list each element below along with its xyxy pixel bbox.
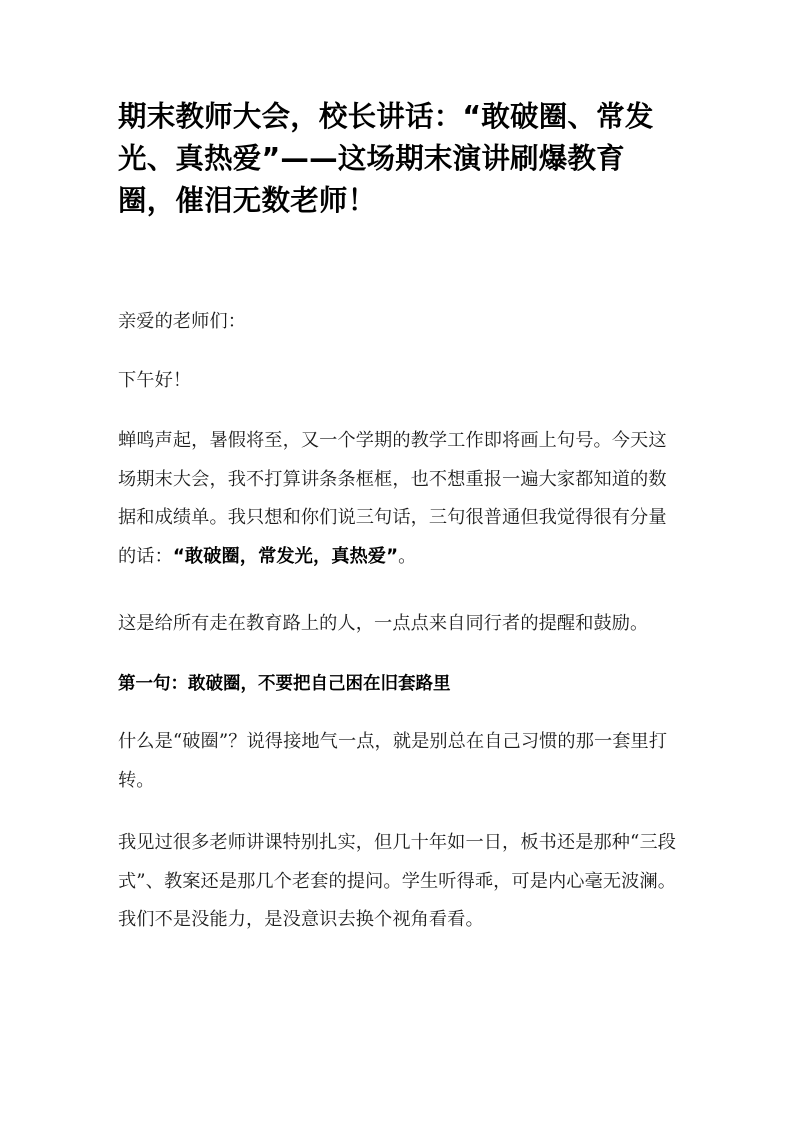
what-is-break-paragraph: 什么是“破圈”？说得接地气一点，就是别总在自己习惯的那一套里打转。	[118, 731, 668, 791]
document-title: 期末教师大会，校长讲话：“敢破圈、常发光、真热爱”——这场期末演讲刷爆教育圈，催泪无数老师！	[118, 100, 654, 217]
salutation-paragraph: 亲爱的老师们：	[118, 311, 247, 332]
dedication-paragraph: 这是给所有走在教育路上的人，一点点来自同行者的提醒和鼓励。	[118, 613, 649, 634]
three-sentences-highlight: “敢破圈，常发光，真热爱”	[172, 545, 399, 567]
section-heading: 第一句：敢破圈，不要把自己困在旧套路里	[118, 674, 451, 694]
intro-paragraph	[118, 422, 680, 576]
example-paragraph: 我见过很多老师讲课特别扎实，但几十年如一日，板书还是那种“三段式”、教案还是那几个老套的提问。学生听得乖，可是内心毫无波澜。我们不是没能力，是没意识去换个视角看看。	[118, 832, 677, 930]
intro-text-end: 。	[398, 545, 417, 567]
greeting-paragraph: 下午好！	[118, 370, 192, 391]
intro-text: 蝉鸣声起，暑假将至，又一个学期的教学工作即将画上句号。今天这场期末大会，我不打算讲条条框框，也不想重报一遍大家都知道的数据和成绩单。我只想和你们说三句话，三句很普通但我觉得很有分量的话：	[118, 430, 667, 567]
